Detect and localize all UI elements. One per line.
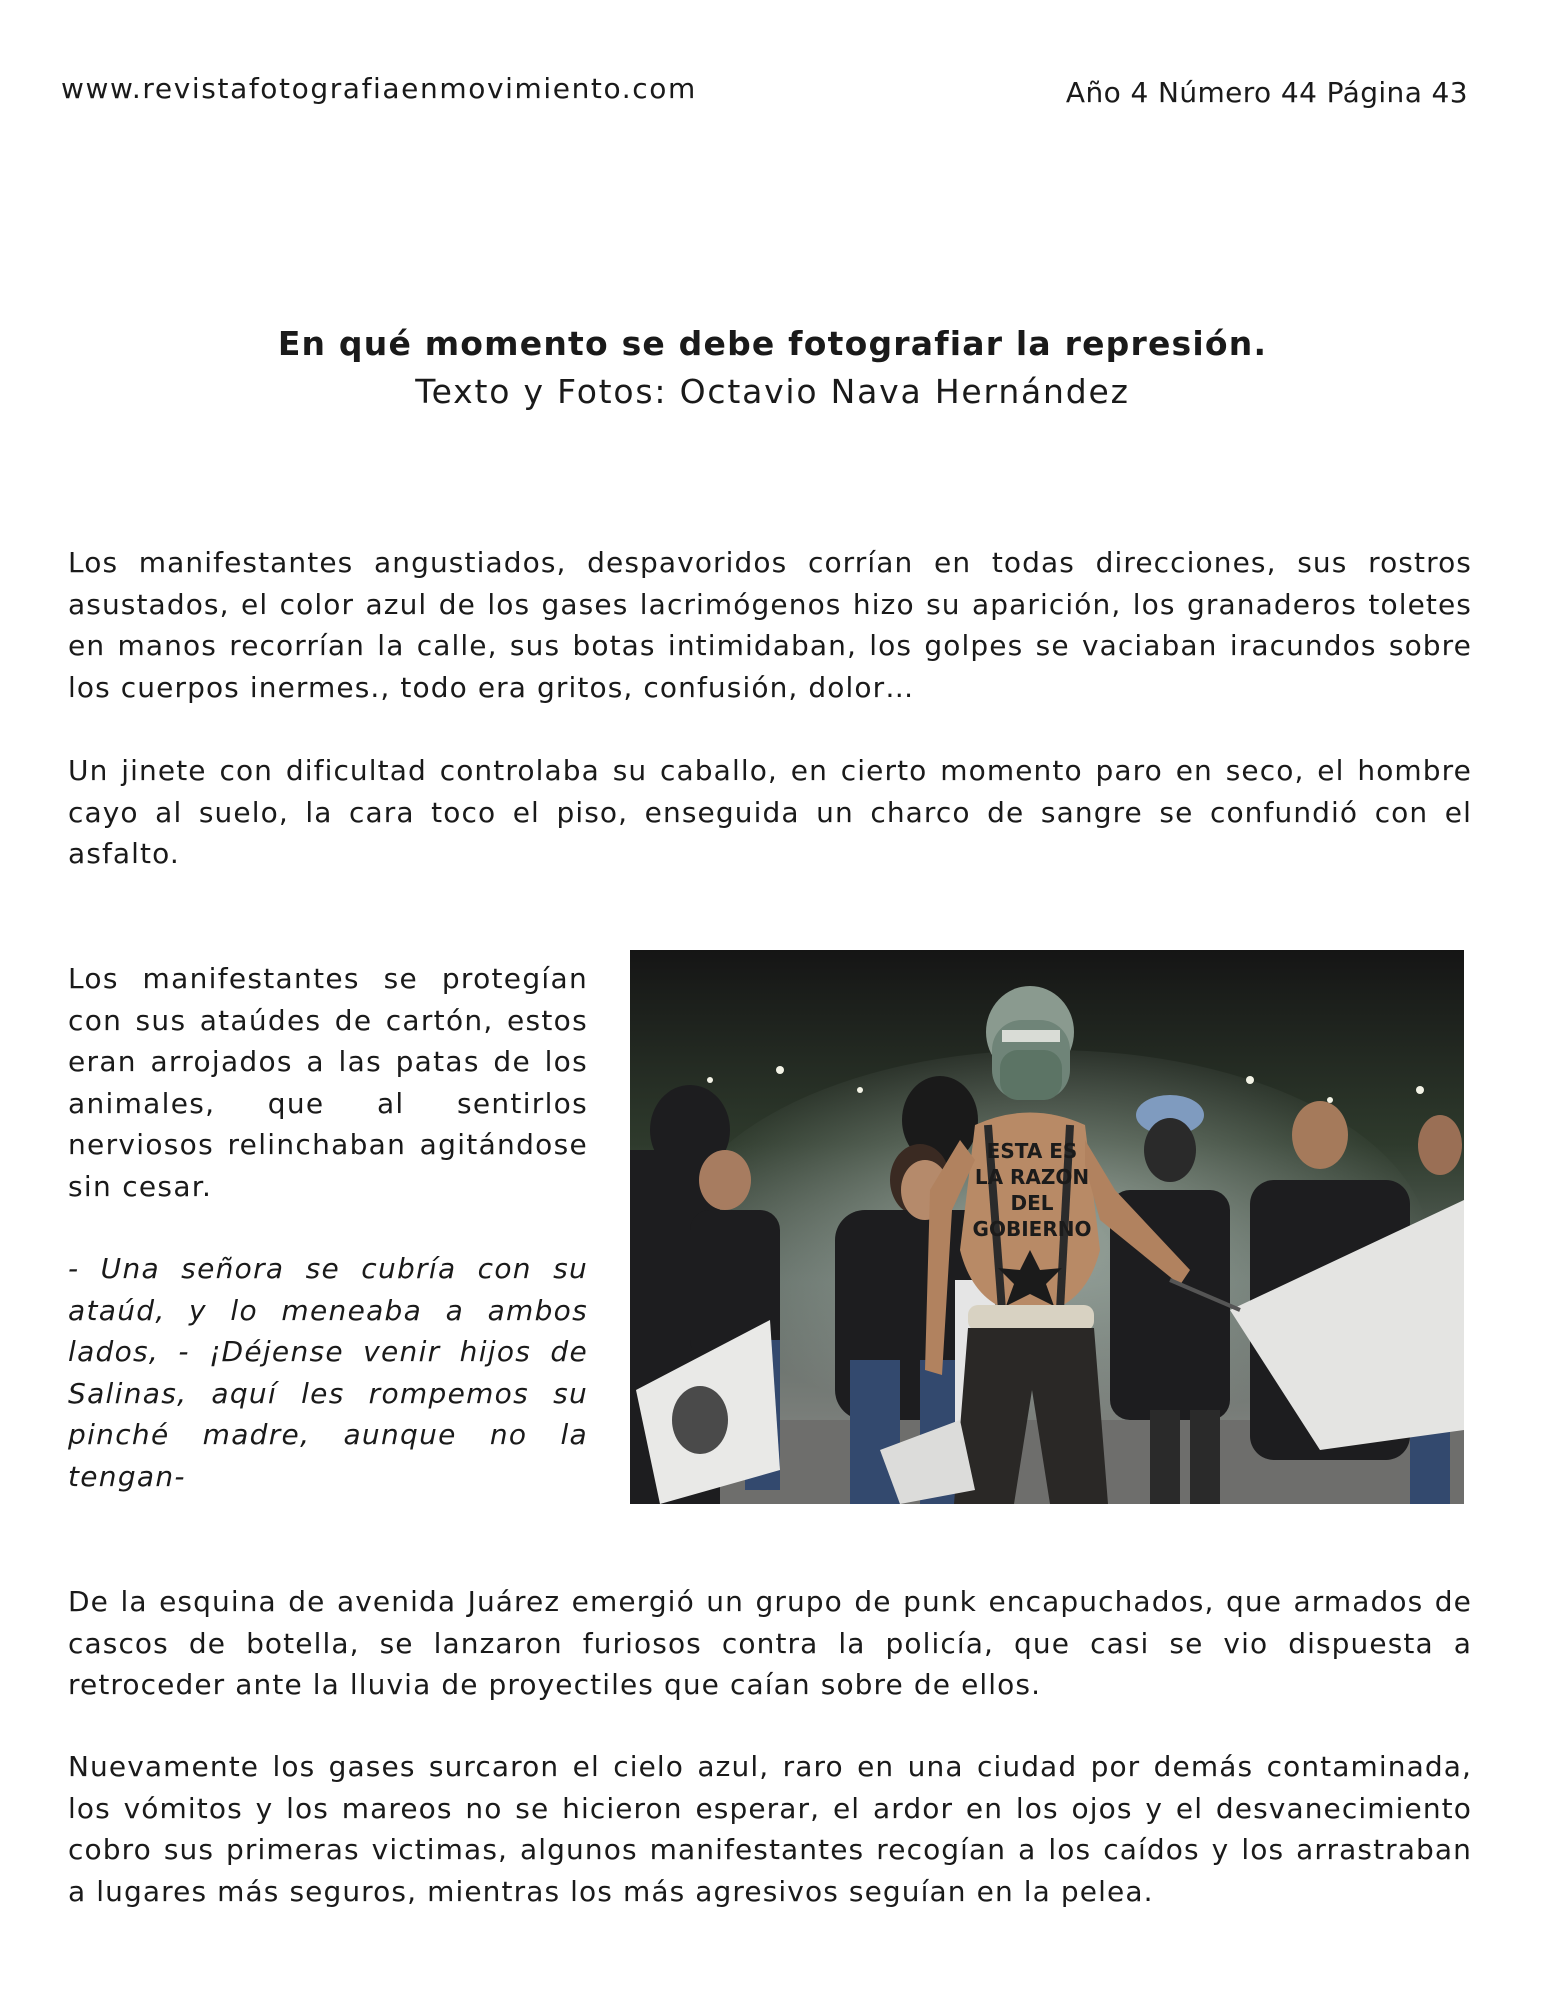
website-url[interactable]: www.revistafotografiaenmovimiento.com [61,72,697,105]
article-byline: Texto y Fotos: Octavio Nava Hernández [415,372,1130,411]
protest-photo [630,950,1464,1504]
issue-page-info: Año 4 Número 44 Página 43 [1065,76,1468,109]
article-title: En qué momento se debe fotografiar la represión. [277,324,1268,363]
paragraph-2: Un jinete con dificultad controlaba su caballo, en cierto momento paro en seco, el hombre cayo al suelo, la cara toco el piso, enseguida un charco de sangre se confundió con el asfalto. [68,754,1472,870]
body-text-line-2: LA RAZON [974,1165,1090,1189]
body-text-line-4: GOBIERNO [972,1217,1092,1241]
paragraph-4-quote: - Una señora se cubría con su ataúd, y lo meneaba a ambos lados, - ¡Déjense venir hijos de Salinas, aquí les rompemos su pinché madre, aunque no la tengan- [68,1252,588,1493]
body-text-line-3: DEL [1010,1191,1054,1215]
paragraph-3: Los manifestantes se protegían con sus ataúdes de cartón, estos eran arrojados a las patas de los animales, que al sentirlos nerviosos relinchaban agitándose sin cesar. [68,962,588,1203]
protest-photo-illustration [630,950,1464,1504]
paragraph-6: Nuevamente los gases surcaron el cielo azul, raro en una ciudad por demás contaminada, los vómitos y los mareos no se hicieron esperar, el ardor en los ojos y el desvanecimiento cobro sus primeras victimas, algunos manifestantes recogían a los caídos y los arrastraban a lugares más seguros, mientras los más agresivos seguían en la pelea. [68,1750,1472,1908]
paragraph-1: Los manifestantes angustiados, despavoridos corrían en todas direcciones, sus rostros asustados, el color azul de los gases lacrimógenos hizo su aparición, los granaderos toletes en manos recorrían la calle, sus botas intimidaban, los golpes se vaciaban iracundos sobre los cuerpos inermes., todo era gritos, confusión, dolor… [68,546,1472,704]
paragraph-5: De la esquina de avenida Juárez emergió un grupo de punk encapuchados, que armados de cascos de botella, se lanzaron furiosos contra la policía, que casi se vio dispuesta a retroceder ante la lluvia de proyectiles que caían sobre de ellos. [68,1585,1472,1701]
body-text-line-1: ESTA ES [986,1139,1078,1163]
